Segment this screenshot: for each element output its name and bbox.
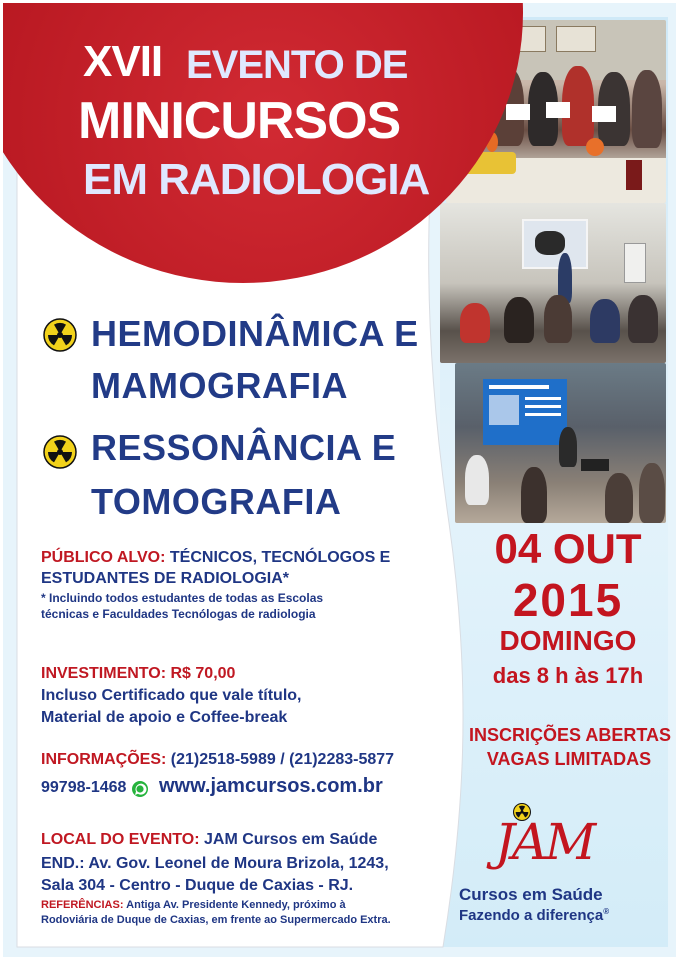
referencias-label: REFERÊNCIAS: (41, 899, 124, 911)
title-roman-numeral: XVII (83, 37, 163, 86)
logo-name: Cursos em Saúde (459, 885, 603, 904)
local-label: LOCAL DO EVENTO: (41, 831, 200, 848)
publico-label: PÚBLICO ALVO: (41, 549, 166, 566)
jam-logo: JAM (494, 813, 594, 871)
event-date: 04 OUT (494, 525, 642, 572)
informacoes-label: INFORMAÇÕES: (41, 751, 167, 768)
whatsapp-number: 99798-1468 (41, 779, 127, 796)
logo-slogan-text: Fazendo a diferença (459, 907, 604, 924)
local-place: JAM Cursos em Saúde (203, 831, 378, 848)
investimento-label: INVESTIMENTO: (41, 665, 167, 682)
investimento-line (41, 665, 235, 683)
publico-note1: * Incluindo todos estudantes de todas as Escolas (41, 591, 324, 605)
website-link[interactable]: www.jamcursos.com.br (159, 775, 383, 797)
topic-hemodinamica: HEMODINÂMICA E (91, 313, 419, 354)
publico-text2: ESTUDANTES DE RADIOLOGIA* (41, 570, 290, 587)
registered-mark: ® (603, 907, 610, 916)
investimento-line1: Incluso Certificado que vale título, (41, 687, 302, 704)
event-hours: das 8 h às 17h (492, 663, 644, 688)
inscricoes-abertas: INSCRIÇÕES ABERTAS (469, 725, 672, 745)
address-line1: END.: Av. Gov. Leonel de Moura Brizola, 1243, (41, 855, 389, 872)
publico-alvo-line1 (41, 549, 390, 567)
informacoes-line (41, 751, 394, 769)
publico-note2: técnicas e Faculdades Tecnólogas de radiologia (41, 607, 316, 621)
referencias-text1: Antiga Av. Presidente Kennedy, próximo à (126, 899, 346, 911)
vagas-limitadas: VAGAS LIMITADAS (486, 749, 652, 769)
investimento-price: R$ 70,00 (170, 665, 236, 682)
title-minicursos: MINICURSOS (78, 92, 401, 150)
radiation-icon (43, 318, 77, 352)
topic-tomografia: TOMOGRAFIA (91, 481, 342, 522)
investimento-line2: Material de apoio e Coffee-break (41, 709, 288, 726)
title-em-radiologia: EM RADIOLOGIA (83, 155, 430, 204)
publico-text1: TÉCNICOS, TECNÓLOGOS E (169, 549, 391, 566)
whatsapp-icon (131, 780, 149, 798)
topic-ressonancia: RESSONÂNCIA E (91, 427, 397, 468)
radiation-icon (43, 435, 77, 469)
address-line2: Sala 304 - Centro - Duque de Caxias - RJ. (41, 877, 354, 894)
local-line (41, 831, 377, 849)
title-evento-de: EVENTO DE (186, 43, 408, 87)
referencias-text2: Rodoviária de Duque de Caxias, em frente ao Supermercado Extra. (41, 914, 391, 926)
event-year: 2015 (512, 574, 624, 626)
referencias-line (41, 899, 346, 911)
logo-slogan (459, 907, 609, 924)
informacoes-phones: (21)2518-5989 / (21)2283-5877 (170, 751, 395, 768)
topic-mamografia: MAMOGRAFIA (91, 365, 348, 406)
event-weekday: DOMINGO (499, 625, 637, 656)
